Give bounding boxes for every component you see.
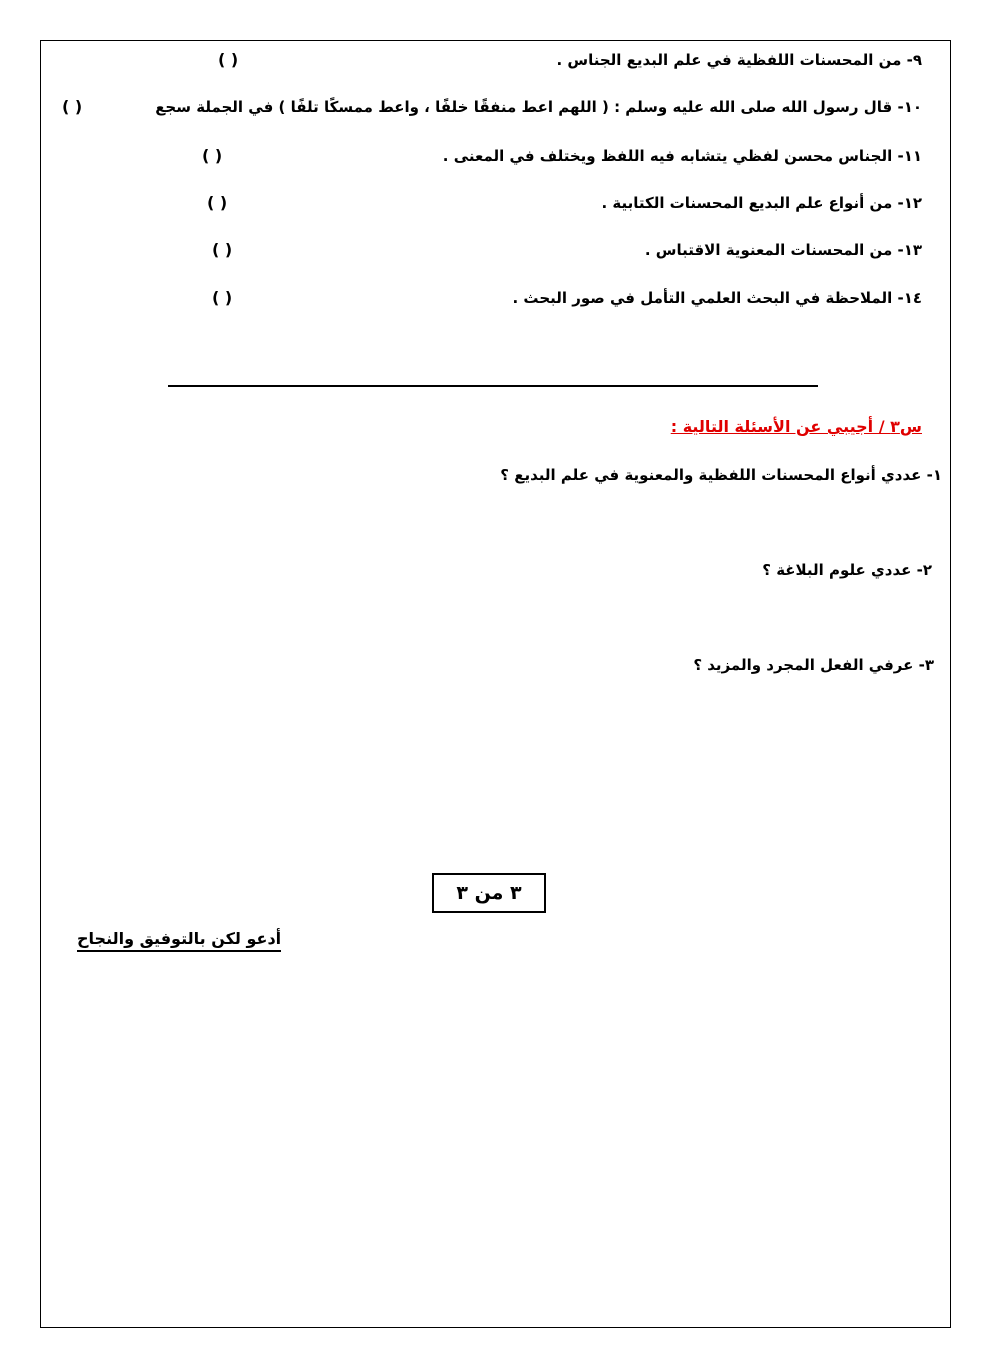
- question-1: ١- عددي أنواع المحسنات اللفظية والمعنوية في علم البديع ؟: [500, 466, 942, 484]
- statement-11: ١١- الجناس محسن لفظي يتشابه فيه اللفظ ويختلف في المعنى .: [442, 147, 922, 165]
- question-3: ٣- عرفي الفعل المجرد والمزيد ؟: [693, 656, 934, 674]
- statement-12: ١٢- من أنواع علم البديع المحسنات الكتابية .: [601, 194, 922, 212]
- answer-blank-14[interactable]: ( ): [212, 288, 233, 307]
- answer-blank-11[interactable]: ( ): [202, 146, 223, 165]
- statement-14: ١٤- الملاحظة في البحث العلمي التأمل في صور البحث .: [512, 289, 922, 307]
- page-frame: [40, 40, 951, 1328]
- question-2: ٢- عددي علوم البلاغة ؟: [762, 561, 932, 579]
- answer-blank-12[interactable]: ( ): [207, 193, 228, 212]
- statement-13: ١٣- من المحسنات المعنوية الاقتباس .: [644, 241, 922, 259]
- statement-9: ٩- من المحسنات اللفظية في علم البديع الجناس .: [556, 51, 922, 69]
- answer-blank-10[interactable]: ( ): [62, 97, 83, 116]
- page-number: ٣ من ٣: [432, 873, 546, 913]
- closing-note: أدعو لكن بالتوفيق والنجاح: [77, 928, 281, 952]
- answer-blank-9[interactable]: ( ): [218, 50, 239, 69]
- statement-10: ١٠- قال رسول الله صلى الله عليه وسلم : ( اللهم اعط منفقًا خلفًا ، واعط ممسكًا تلفًا ) في الجملة سجع: [155, 98, 922, 116]
- section-3-title: س٣ / أجيبي عن الأسئلة التالية :: [670, 417, 922, 436]
- answer-blank-13[interactable]: ( ): [212, 240, 233, 259]
- section-divider: [168, 385, 818, 387]
